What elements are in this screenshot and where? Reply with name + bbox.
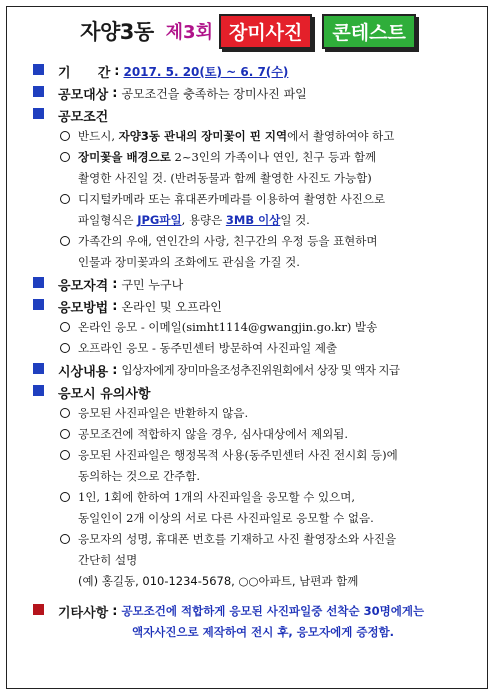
circle-bullet-icon: [60, 236, 70, 246]
condition-text: 촬영한 사진일 것. (반려동물과 함께 촬영한 사진도 가능함): [78, 171, 372, 185]
section-marker-icon: [33, 64, 44, 75]
section-method: [36, 295, 476, 317]
section-marker-icon: [33, 86, 44, 97]
section-marker-icon: [33, 277, 44, 288]
note-item: [60, 445, 476, 487]
colon: :: [114, 63, 120, 79]
circle-bullet-icon: [60, 194, 70, 204]
circle-bullet-icon: [60, 322, 70, 332]
title-rose-photo: 장미사진: [219, 14, 312, 49]
note-text: 동일인이 2개 이상의 서로 다른 사진파일로 응모할 수 없음.: [78, 511, 374, 525]
condition-item: [60, 126, 476, 147]
condition-text: 디지털카메라 또는 휴대폰카메라를 이용하여 촬영한 사진으로: [78, 192, 386, 206]
condition-text: 가족간의 우애, 연인간의 사랑, 친구간의 우정 등을 표현하며: [78, 234, 378, 248]
section-qualification: [36, 273, 476, 295]
award-value: 입상자에게 장미마을조성추진위원회에서 상장 및 액자 지급: [121, 363, 400, 377]
condition-text: 인물과 장미꽃과의 조화에도 관심을 가질 것.: [78, 255, 300, 269]
colon: :: [112, 362, 118, 378]
section-marker-icon: [33, 385, 44, 396]
condition-text: 일 것.: [280, 213, 310, 227]
circle-bullet-icon: [60, 131, 70, 141]
period-label: 기 간: [58, 65, 111, 81]
colon: :: [112, 603, 118, 619]
section-marker-red-icon: [33, 604, 44, 615]
conditions-label: 공모조건: [58, 109, 109, 125]
note-item: [60, 529, 476, 571]
circle-bullet-icon: [60, 408, 70, 418]
circle-bullet-icon: [60, 343, 70, 353]
note-text: 동의하는 것으로 간주함.: [78, 469, 201, 483]
section-marker-icon: [33, 108, 44, 119]
qualification-value: 구민 누구나: [121, 277, 184, 292]
method-value: 온라인 및 오프라인: [121, 299, 222, 314]
award-label: 시상내용: [58, 364, 109, 380]
note-text: 1인, 1회에 한하여 1개의 사진파일을 응모할 수 있으며,: [78, 490, 356, 504]
extra-line1: 공모조건에 적합하게 응모된 사진파일중 선착순 30명에게는: [121, 604, 425, 618]
min-size: 3MB 이상: [225, 213, 281, 227]
note-text: 공모조건에 적합하지 않을 경우, 심사대상에서 제외됨.: [78, 427, 348, 441]
circle-bullet-icon: [60, 429, 70, 439]
note-text: 응모자의 성명, 휴대폰 번호를 기재하고 사진 촬영장소와 사진을: [78, 532, 397, 546]
circle-bullet-icon: [60, 450, 70, 460]
section-period: [36, 60, 476, 82]
section-target: [36, 82, 476, 104]
target-label: 공모대상: [58, 87, 109, 103]
condition-text: 반드시,: [78, 129, 119, 143]
condition-emphasis: 장미꽃을 배경으로: [78, 150, 171, 164]
note-example: (예) 홍길동, 010-1234-5678, ○○아파트, 남편과 함께: [78, 574, 359, 588]
notes-label: 응모시 유의사항: [58, 386, 151, 402]
condition-text: 파일형식은: [78, 213, 138, 227]
target-value: 공모조건을 충족하는 장미사진 파일: [121, 86, 307, 101]
condition-item: [60, 189, 476, 231]
condition-emphasis: 자양3동 관내의 장미꽃이 핀 지역: [118, 129, 288, 143]
condition-text: 2~3인의 가족이나 연인, 친구 등과 함께: [170, 150, 377, 164]
title-contest: 콘테스트: [322, 14, 415, 49]
colon: :: [112, 276, 118, 292]
note-item: [60, 424, 476, 445]
title-round: 제3회: [165, 22, 213, 43]
method-online: 온라인 응모 - 이메일(simht1114@gwangjin.go.kr) 발송: [78, 320, 378, 334]
note-item: [60, 403, 476, 424]
poster-body: [36, 60, 476, 643]
condition-item: [60, 147, 476, 189]
circle-bullet-icon: [60, 152, 70, 162]
note-item: [60, 487, 476, 529]
section-notes: [36, 381, 476, 403]
circle-bullet-icon: [60, 534, 70, 544]
period-value: 2017. 5. 20(토) ~ 6. 7(수): [123, 64, 289, 79]
extra-line2: 액자사진으로 제작하여 전시 후, 응모자에게 증정함.: [132, 625, 395, 639]
condition-text: , 용량은: [181, 213, 226, 227]
condition-item: [60, 231, 476, 273]
note-text: 응모된 사진파일은 행정목적 사용(동주민센터 사진 전시회 등)에: [78, 448, 398, 462]
method-offline: 오프라인 응모 - 동주민센터 방문하여 사진파일 제출: [78, 341, 338, 355]
circle-bullet-icon: [60, 492, 70, 502]
section-conditions: [36, 104, 476, 126]
colon: :: [112, 85, 118, 101]
note-text: 응모된 사진파일은 반환하지 않음.: [78, 406, 249, 420]
poster-title: [0, 12, 496, 50]
section-marker-icon: [33, 363, 44, 374]
extra-label: 기타사항: [58, 605, 109, 621]
method-item: [60, 338, 476, 359]
section-award: [36, 359, 476, 381]
qualification-label: 응모자격: [58, 278, 109, 294]
section-marker-icon: [33, 299, 44, 310]
section-extra: [36, 600, 476, 643]
condition-text: 에서 촬영하여야 하고: [287, 129, 395, 143]
method-label: 응모방법: [58, 300, 109, 316]
jpg-format: JPG파일: [137, 213, 182, 227]
note-text: 간단히 설명: [78, 553, 138, 567]
title-dong: 자양3동: [80, 20, 154, 44]
colon: :: [112, 298, 118, 314]
method-item: [60, 317, 476, 338]
